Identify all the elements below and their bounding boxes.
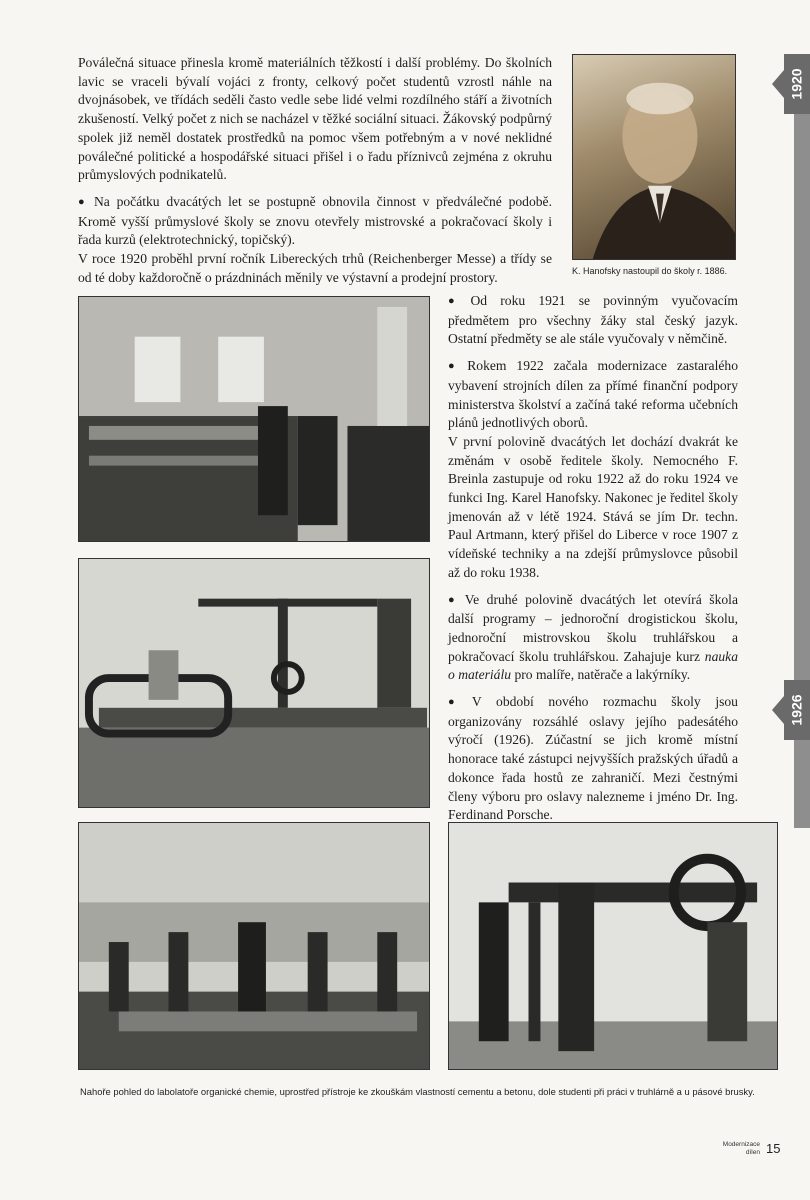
right-bullet-1: ● Od roku 1921 se povinným vyučovacím předmětem pro všechny žáky stal český jazyk. Ostatní předměty se ale stále vyučovaly v němčině. bbox=[448, 292, 738, 349]
year-tab-1926: 1926 bbox=[784, 680, 810, 740]
right-bullet-4: ● Ve druhé polovině dvacátých let otevírá škola další programy – jednoroční drogistickou školu, jednoroční mistrovskou školu truhlářskou a pokračovací školu truhlářskou. Zahajuje kurz nauka o materiálu pro malíře, natěrače a lakýrníky. bbox=[448, 591, 738, 686]
chemistry-lab-photo bbox=[78, 296, 430, 542]
year-tab-1920: 1920 bbox=[784, 54, 810, 114]
intro-text bbox=[78, 54, 552, 287]
bullet-icon bbox=[448, 293, 470, 308]
bullet-icon bbox=[448, 358, 467, 373]
bullet-icon bbox=[448, 694, 472, 709]
right-column-text bbox=[448, 292, 738, 825]
right-bullet-5: ● V období nového rozmachu školy jsou organizovány rozsáhlé oslavy jejího padesátého výročí (1926). Zúčastní se jich kromě místní honorace také zástupci nejvyšších pražských úřadů a dokonce řada hostů ze zahraničí. Mezi čestnými členy výboru pro oslavy nalezneme i jméno Dr. Ing. Ferdinand Porsche. bbox=[448, 693, 738, 825]
intro-paragraph-3: V roce 1920 proběhl první ročník Libereckých trhů (Reichenberger Messe) a třídy se od té doby každoročně o prázdninách měnily ve výstavní a prodejní prostory. bbox=[78, 251, 552, 285]
bullet-icon bbox=[448, 592, 465, 607]
right-paragraph-3: V první polovině dvacátých let dochází dvakrát ke změnám v osobě ředitele školy. Nemocného F. Breinla zastupuje od roku 1922 až do roku 1924 ve funkci Ing. Karel Hanofsky. Nakonec je ředitel školy jmenován až v létě 1924. Stává se jím Dr. techn. Paul Artmann, který přišel do Liberce v roce 1907 z vídeňské techniky a na zdejší průmyslovce působil až do roku 1938. bbox=[448, 433, 738, 580]
carpentry-workshop-photo bbox=[78, 822, 430, 1070]
course-name: nauka o materiálu bbox=[448, 648, 738, 683]
intro-paragraph-1: Poválečná situace přinesla kromě materiálních těžkostí i další problémy. Do školních lavic se vraceli bývalí vojáci z fronty, celkový počet studentů vzrostl náhle na dvojnásobek, ve třídách seděli často vedle sebe lidé velmi rozdílného stáří a životních zkušeností. Velký počet z nich se nacházel v těžké sociální situaci. Žákovský podpůrný spolek již neměl dostatek prostředků na pomoc všem potřebným a v nové neklidné poválečné politické a hospodářské situaci přišel i o řadu příznivců zejména z okruhu průmyslových podnikatelů. bbox=[78, 55, 552, 183]
belt-grinder-photo bbox=[448, 822, 778, 1070]
portrait-photo bbox=[572, 54, 736, 260]
cement-testing-photo bbox=[78, 558, 430, 808]
bullet-icon bbox=[78, 194, 94, 209]
intro-paragraph-2: ● Na počátku dvacátých let se postupně obnovila činnost v předválečné podobě. Kromě vyšší průmyslové školy se znovu otevřely mistrovské a pokračovací školy i řada kurzů (elektrotechnický, topičský). bbox=[78, 193, 552, 250]
page-number: 15 bbox=[766, 1141, 781, 1156]
photos-caption: Nahoře pohled do labolatoře organické chemie, uprostřed přístroje ke zkouškám vlastností cementu a betonu, dole studenti při práci v truhlárně a u pásové brusky. bbox=[80, 1086, 755, 1097]
portrait-caption: K. Hanofsky nastoupil do školy r. 1886. bbox=[572, 266, 728, 276]
footer-section-label: Modernizace dílen bbox=[722, 1141, 760, 1156]
right-bullet-2: ● Rokem 1922 začala modernizace zastaralého vybavení strojních dílen za přímé finanční podpory ministerstva školství a začíná také reforma učebních plánů jednotlivých oborů. bbox=[448, 357, 738, 433]
